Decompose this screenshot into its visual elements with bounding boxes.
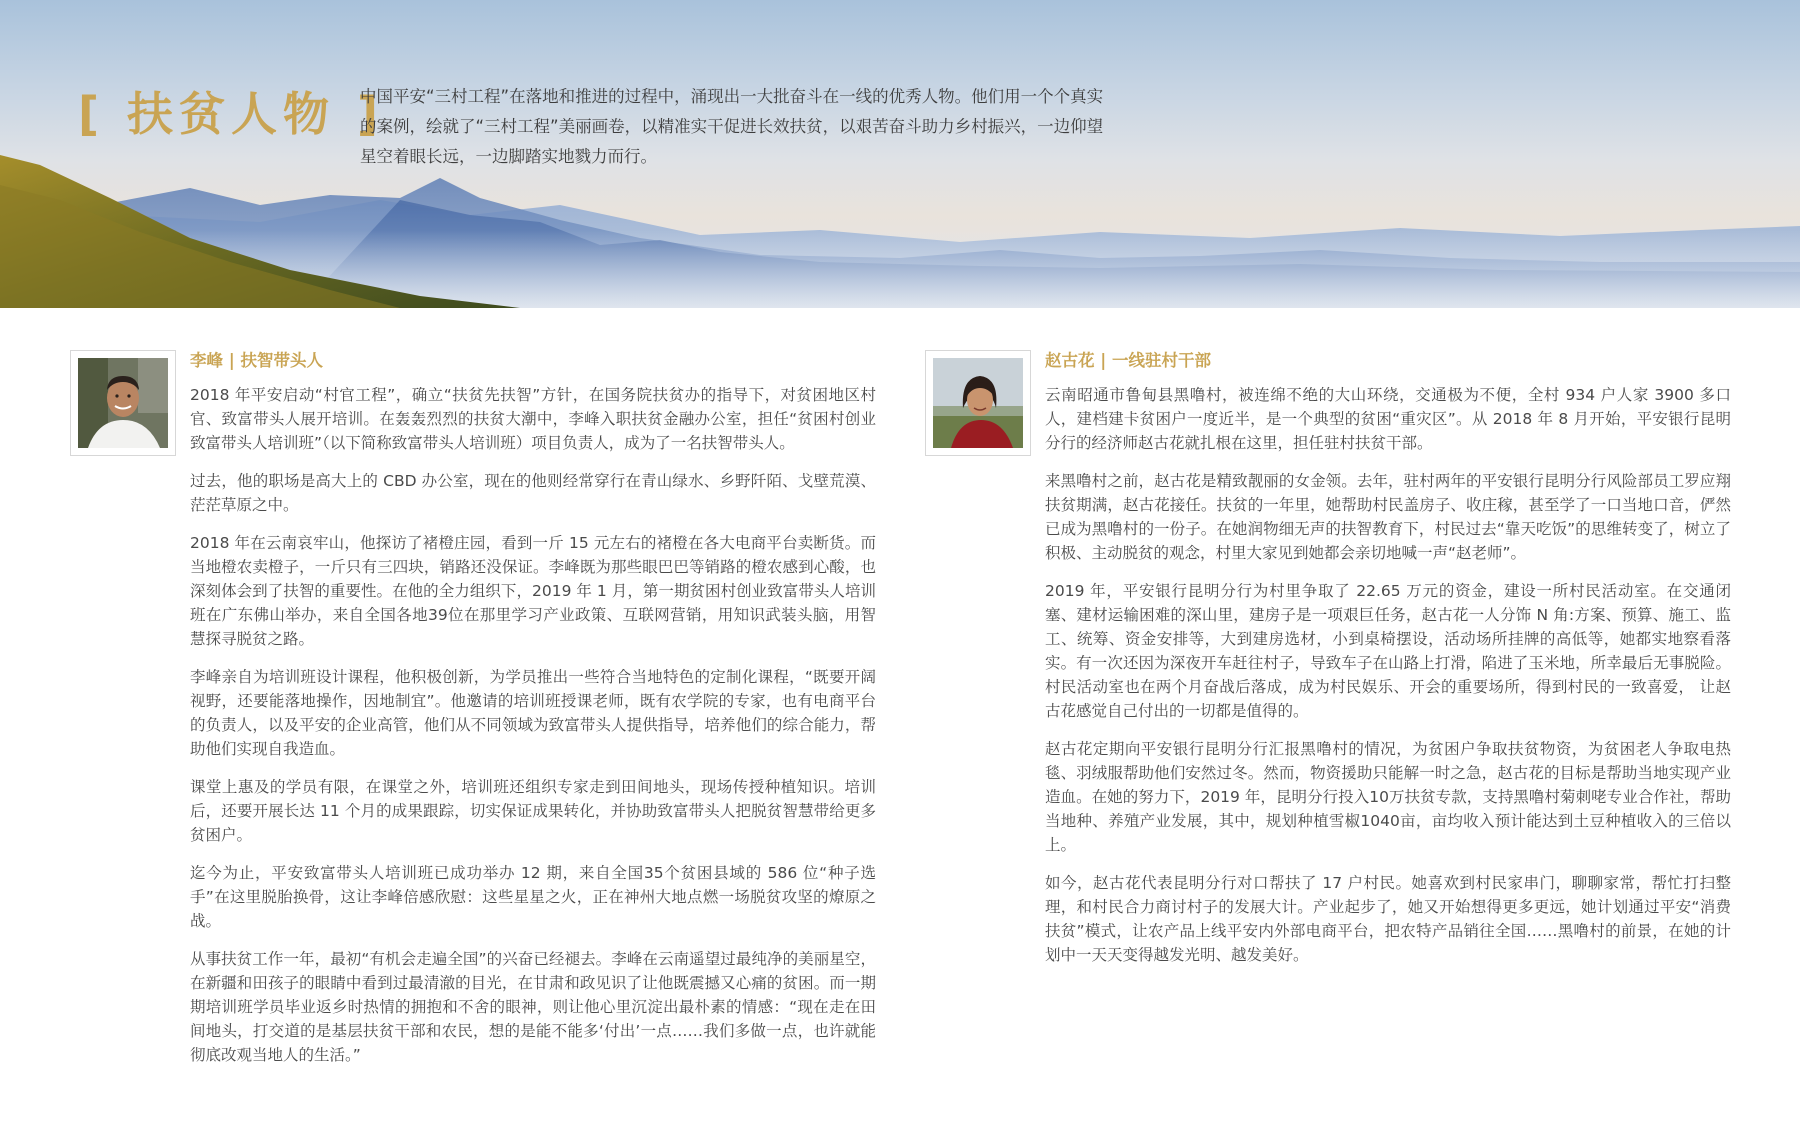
portrait-photo-man [78,358,168,448]
profile-paragraph: 2018 年在云南哀牢山，他探访了褚橙庄园，看到一斤 15 元左右的褚橙在各大电商平台卖断货。而当地橙农卖橙子，一斤只有三四块，销路还没保证。李峰既为那些眼巴巴等销路的橙农感到心酸，也深刻体会到了扶智的重要性。在他的全力组织下，2019 年 1 月，第一期贫困村创业致富带头人培训班在广东佛山举办，来自全国各地39位在那里学习产业政策、互联网营销，用知识武装头脑，用智慧探寻脱贫之路。 [190,534,876,648]
profile-paragraph: 如今，赵古花代表昆明分行对口帮扶了 17 户村民。她喜欢到村民家串门，聊聊家常，帮忙打扫整理，和村民合力商讨村子的发展大计。产业起步了，她又开始想得更多更远，她计划通过平安“消费扶贫”模式，让农产品上线平安内外部电商平台，把农特产品销往全国……黑噜村的前景，在她的计划中一天天变得越发光明、越发美好。 [1045,874,1731,964]
portrait-photo-woman [933,358,1023,448]
profile-paragraph: 迄今为止，平安致富带头人培训班已成功举办 12 期，来自全国35个贫困县域的 586 位“种子选手”在这里脱胎换骨，这让李峰倍感欣慰：这些星星之火，正在神州大地点燃一场脱贫攻坚的燎原之战。 [190,864,876,930]
profile-paragraph: 云南昭通市鲁甸县黑噜村，被连绵不绝的大山环绕，交通极为不便，全村 934 户人家 3900 多口人，建档建卡贫困户一度近半，是一个典型的贫困“重灾区”。从 2018 年 8 月开始，平安银行昆明分行的经济师赵古花就扎根在这里，担任驻村扶贫干部。 [1045,386,1731,452]
profile-paragraph: 来黑噜村之前，赵古花是精致靓丽的女金领。去年，驻村两年的平安银行昆明分行风险部员工罗应翔扶贫期满，赵古花接任。扶贫的一年里，她帮助村民盖房子、收庄稼，甚至学了一口当地口音，俨然已成为黑噜村的一份子。在她润物细无声的扶智教育下，村民过去“靠天吃饭”的思维转变了，树立了积极、主动脱贫的观念，村里大家见到她都会亲切地喊一声“赵老师”。 [1045,472,1731,562]
profile-paragraph: 从事扶贫工作一年，最初“有机会走遍全国”的兴奋已经褪去。李峰在云南遥望过最纯净的美丽星空，在新疆和田孩子的眼睛中看到过最清澈的目光，在甘肃和政见识了让他既震撼又心痛的贫困。而一期期培训班学员毕业返乡时热情的拥抱和不舍的眼神，则让他心里沉淀出最朴素的情感：“现在走在田间地头，打交道的是基层扶贫干部和农民，想的是能不能多‘付出’一点……我们多做一点，也许就能彻底改观当地人的生活。” [190,950,876,1064]
profile-paragraph: 2018 年平安启动“村官工程”，确立“扶贫先扶智”方针，在国务院扶贫办的指导下，对贫困地区村官、致富带头人展开培训。在轰轰烈烈的扶贫大潮中，李峰入职扶贫金融办公室，担任“贫困村创业致富带头人培训班”（以下简称致富带头人培训班）项目负责人，成为了一名扶智带头人。 [190,386,876,452]
profile-paragraph: 赵古花定期向平安银行昆明分行汇报黑噜村的情况，为贫困户争取扶贫物资，为贫困老人争取电热毯、羽绒服帮助他们安然过冬。然而，物资援助只能解一时之急，赵古花的目标是帮助当地实现产业造血。在她的努力下，2019 年，昆明分行投入10万扶贫专款，支持黑噜村菊刺咾专业合作社，帮助当地种、养殖产业发展，其中，规划种植雪椒1040亩，亩均收入预计能达到土豆种植收入的三倍以上。 [1045,740,1731,854]
profile-name: 李峰 | 扶智带头人 [190,351,324,370]
profile-paragraph: 2019 年，平安银行昆明分行为村里争取了 22.65 万元的资金，建设一所村民活动室。在交通闭塞、建材运输困难的深山里，建房子是一项艰巨任务，赵古花一人分饰 N 角:方案、预算、施工、监工、统筹、资金安排等，大到建房选材，小到桌椅摆设，活动场所挂牌的高低等，她都实地察看落实。有一次还因为深夜开车赶往村子，导致车子在山路上打滑，陷进了玉米地，所幸最后无事脱险。村民活动室也在两个月奋战后落成，成为村民娱乐、开会的重要场所，得到村民的一致喜爱， 让赵古花感觉自己付出的一切都是值得的。 [1045,582,1731,720]
profile-name: 赵古花 | 一线驻村干部 [1045,351,1212,370]
intro-text: 中国平安“三村工程”在落地和推进的过程中，涌现出一大批奋斗在一线的优秀人物。他们用一个个真实的案例，绘就了“三村工程”美丽画卷，以精准实干促进长效扶贫，以艰苦奋斗助力乡村振兴，一边仰望星空着眼长远，一边脚踏实地戮力而行。 [360,87,1104,166]
avatar [70,350,176,456]
avatar [925,350,1031,456]
profile-paragraph: 过去，他的职场是高大上的 CBD 办公室，现在的他则经常穿行在青山绿水、乡野阡陌、戈壁荒漠、茫茫草原之中。 [190,472,876,514]
section-title: [ 扶贫人物 ] [78,87,385,141]
profile-paragraph: 李峰亲自为培训班设计课程，他积极创新，为学员推出一些符合当地特色的定制化课程，“既要开阔视野，还要能落地操作，因地制宜”。他邀请的培训班授课老师，既有农学院的专家，也有电商平台的负责人，以及平安的企业高管，他们从不同领域为致富带头人提供指导，培养他们的综合能力，帮助他们实现自我造血。 [190,668,876,758]
profile-paragraph: 课堂上惠及的学员有限，在课堂之外，培训班还组织专家走到田间地头，现场传授种植知识。培训后，还要开展长达 11 个月的成果跟踪，切实保证成果转化，并协助致富带头人把脱贫智慧带给更多贫困户。 [190,778,876,844]
